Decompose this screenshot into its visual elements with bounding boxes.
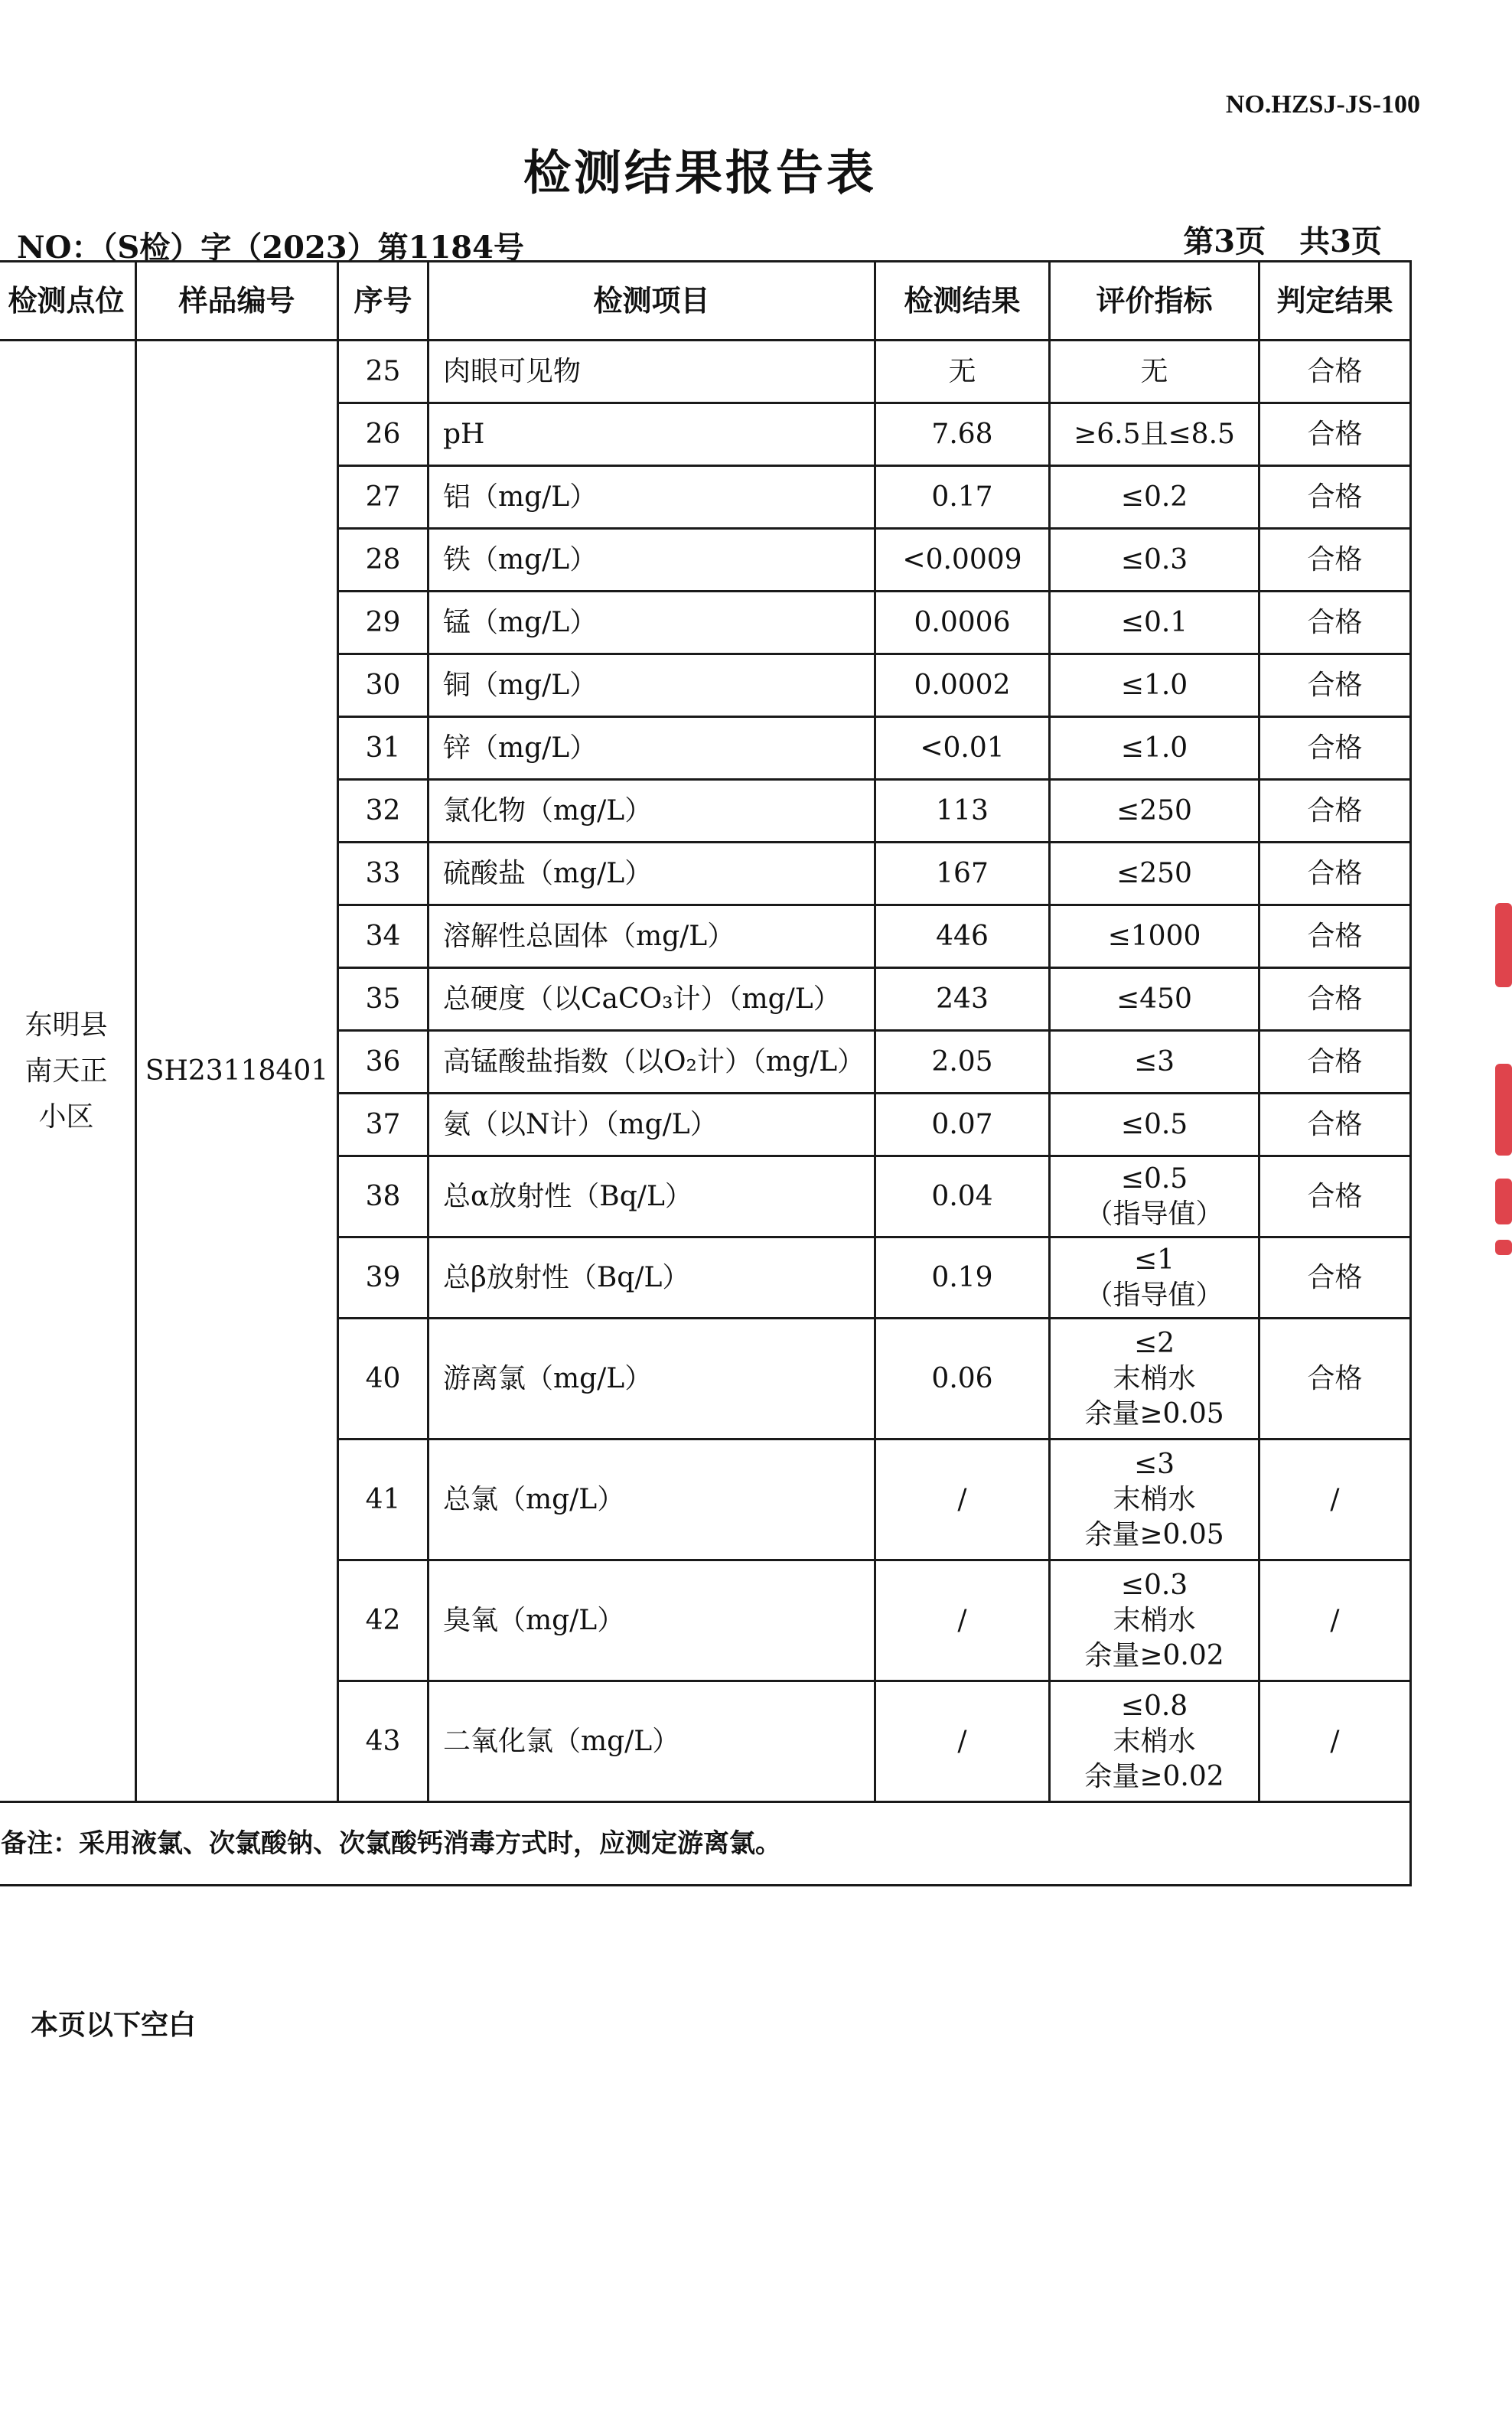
item-cell: 锌（mg/L） — [429, 717, 875, 780]
standard-cell: ≤0.1 — [1050, 592, 1259, 654]
judgement-cell: 合格 — [1259, 654, 1411, 717]
standard-cell: ≤0.3 — [1050, 529, 1259, 592]
item-cell: 臭氧（mg/L） — [429, 1560, 875, 1681]
page-current: 第3页 — [1183, 223, 1266, 259]
standard-cell: ≤2 末梢水 余量≥0.05 — [1050, 1319, 1259, 1439]
table-header-row — [0, 262, 1411, 341]
result-cell: 7.68 — [875, 403, 1050, 466]
item-cell: 高锰酸盐指数（以O₂计）（mg/L） — [429, 1031, 875, 1094]
item-cell: 铁（mg/L） — [429, 529, 875, 592]
judgement-cell: 合格 — [1259, 717, 1411, 780]
item-cell: 铜（mg/L） — [429, 654, 875, 717]
no-cell: 28 — [338, 529, 429, 592]
result-cell: / — [875, 1560, 1050, 1681]
column-header-sample-id: 样品编号 — [136, 262, 338, 341]
standard-cell: ≤0.3 末梢水 余量≥0.02 — [1050, 1560, 1259, 1681]
no-cell: 29 — [338, 592, 429, 654]
no-cell: 36 — [338, 1031, 429, 1094]
standard-cell: 无 — [1050, 341, 1259, 403]
result-cell: 0.17 — [875, 466, 1050, 529]
result-cell: 0.19 — [875, 1237, 1050, 1319]
result-cell: 243 — [875, 968, 1050, 1031]
form-code: NO.HZSJ-JS-100 — [1225, 90, 1420, 119]
standard-cell: ≤3 末梢水 余量≥0.05 — [1050, 1439, 1259, 1560]
judgement-cell: 合格 — [1259, 529, 1411, 592]
report-number: NO：（S检）字（2023）第1184号 — [17, 230, 524, 266]
result-cell: <0.0009 — [875, 529, 1050, 592]
standard-cell: ≤250 — [1050, 780, 1259, 843]
item-cell: 氯化物（mg/L） — [429, 780, 875, 843]
item-cell: 硫酸盐（mg/L） — [429, 843, 875, 905]
judgement-cell: 合格 — [1259, 341, 1411, 403]
judgement-cell: 合格 — [1259, 780, 1411, 843]
no-cell: 41 — [338, 1439, 429, 1560]
no-cell: 35 — [338, 968, 429, 1031]
item-cell: 总α放射性（Bq/L） — [429, 1156, 875, 1237]
standard-cell: ≤1 （指导值） — [1050, 1237, 1259, 1319]
judgement-cell: / — [1259, 1439, 1411, 1560]
item-cell: 总氯（mg/L） — [429, 1439, 875, 1560]
standard-cell: ≤450 — [1050, 968, 1259, 1031]
no-cell: 25 — [338, 341, 429, 403]
judgement-cell: 合格 — [1259, 466, 1411, 529]
result-cell: 2.05 — [875, 1031, 1050, 1094]
no-cell: 31 — [338, 717, 429, 780]
result-cell: 167 — [875, 843, 1050, 905]
column-header-result: 检测结果 — [875, 262, 1050, 341]
judgement-cell: 合格 — [1259, 843, 1411, 905]
judgement-cell: 合格 — [1259, 905, 1411, 968]
result-cell: <0.01 — [875, 717, 1050, 780]
result-cell: / — [875, 1681, 1050, 1802]
no-cell: 40 — [338, 1319, 429, 1439]
standard-cell: ≤3 — [1050, 1031, 1259, 1094]
result-cell: 0.07 — [875, 1094, 1050, 1156]
judgement-cell: 合格 — [1259, 1156, 1411, 1237]
site-cell: 东明县 南天正 小区 — [0, 341, 136, 1802]
page-total: 共3页 — [1299, 223, 1382, 259]
standard-cell: ≤0.8 末梢水 余量≥0.02 — [1050, 1681, 1259, 1802]
result-cell: / — [875, 1439, 1050, 1560]
result-cell: 113 — [875, 780, 1050, 843]
no-cell: 33 — [338, 843, 429, 905]
column-header-item: 检测项目 — [429, 262, 875, 341]
no-cell: 34 — [338, 905, 429, 968]
remark-text: 备注：采用液氯、次氯酸钠、次氯酸钙消毒方式时，应测定游离氯。 — [0, 1802, 1411, 1886]
item-cell: 肉眼可见物 — [429, 341, 875, 403]
result-cell: 0.06 — [875, 1319, 1050, 1439]
no-cell: 39 — [338, 1237, 429, 1319]
item-cell: 游离氯（mg/L） — [429, 1319, 875, 1439]
column-header-standard: 评价指标 — [1050, 262, 1259, 341]
judgement-cell: 合格 — [1259, 1094, 1411, 1156]
no-cell: 43 — [338, 1681, 429, 1802]
judgement-cell: 合格 — [1259, 1031, 1411, 1094]
judgement-cell: 合格 — [1259, 968, 1411, 1031]
no-cell: 30 — [338, 654, 429, 717]
item-cell: 总硬度（以CaCO₃计）（mg/L） — [429, 968, 875, 1031]
item-cell: pH — [429, 403, 875, 466]
no-cell: 32 — [338, 780, 429, 843]
standard-cell: ≤0.5 （指导值） — [1050, 1156, 1259, 1237]
table-body — [0, 341, 1411, 1802]
no-cell: 37 — [338, 1094, 429, 1156]
no-cell: 27 — [338, 466, 429, 529]
column-header-site: 检测点位 — [0, 262, 136, 341]
document-title: 检测结果报告表 — [523, 145, 877, 201]
item-cell: 二氧化氯（mg/L） — [429, 1681, 875, 1802]
item-cell: 锰（mg/L） — [429, 592, 875, 654]
result-cell: 0.0006 — [875, 592, 1050, 654]
column-header-judgement: 判定结果 — [1259, 262, 1411, 341]
judgement-cell: 合格 — [1259, 1237, 1411, 1319]
judgement-cell: 合格 — [1259, 403, 1411, 466]
page-indicator — [1183, 217, 1382, 261]
no-cell: 26 — [338, 403, 429, 466]
standard-cell: ≤1.0 — [1050, 717, 1259, 780]
standard-cell: ≤1.0 — [1050, 654, 1259, 717]
result-cell: 0.0002 — [875, 654, 1050, 717]
results-table — [0, 260, 1412, 1886]
result-cell: 0.04 — [875, 1156, 1050, 1237]
item-cell: 铝（mg/L） — [429, 466, 875, 529]
column-header-no: 序号 — [338, 262, 429, 341]
judgement-cell: 合格 — [1259, 1319, 1411, 1439]
result-cell: 无 — [875, 341, 1050, 403]
item-cell: 氨（以N计）（mg/L） — [429, 1094, 875, 1156]
judgement-cell: / — [1259, 1560, 1411, 1681]
sample-id-cell: SH23118401 — [136, 341, 338, 1802]
seal-stamp-edge — [1489, 903, 1512, 1255]
standard-cell: ≤250 — [1050, 843, 1259, 905]
blank-page-note: 本页以下空白 — [31, 2009, 197, 2041]
standard-cell: ≥6.5且≤8.5 — [1050, 403, 1259, 466]
item-cell: 总β放射性（Bq/L） — [429, 1237, 875, 1319]
judgement-cell: / — [1259, 1681, 1411, 1802]
remark-row — [0, 1802, 1411, 1886]
judgement-cell: 合格 — [1259, 592, 1411, 654]
result-cell: 446 — [875, 905, 1050, 968]
standard-cell: ≤0.5 — [1050, 1094, 1259, 1156]
standard-cell: ≤0.2 — [1050, 466, 1259, 529]
no-cell: 42 — [338, 1560, 429, 1681]
item-cell: 溶解性总固体（mg/L） — [429, 905, 875, 968]
no-cell: 38 — [338, 1156, 429, 1237]
table-row — [0, 341, 1411, 403]
standard-cell: ≤1000 — [1050, 905, 1259, 968]
